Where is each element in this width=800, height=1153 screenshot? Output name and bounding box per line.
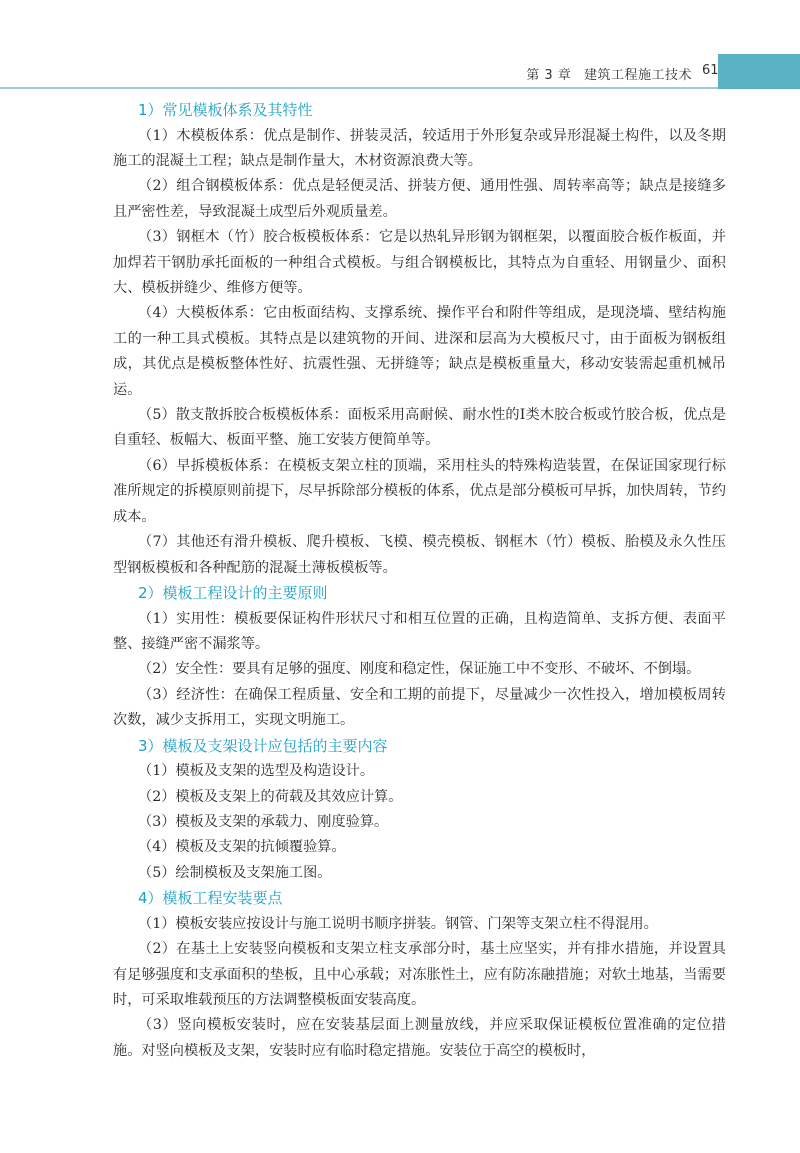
page-body bbox=[113, 98, 726, 1064]
paragraph: （2）组合钢模板体系：优点是轻便灵活、拼装方便、通用性强、周转率高等；缺点是接缝多且严密性差，导致混凝土成型后外观质量差。 bbox=[113, 178, 726, 220]
paragraph: （3）钢框木（竹）胶合板模板体系：它是以热轧异形钢为钢框架，以覆面胶合板作板面，并加焊若干钢肋承托面板的一种组合式模板。与组合钢模板比，其特点为自重轻、用钢量少、面积大、模板拼缝少、维修方便等。 bbox=[113, 229, 726, 297]
header-color-tab bbox=[718, 54, 800, 89]
list-item: （4）模板及支架的抗倾覆验算。 bbox=[138, 839, 346, 856]
paragraph: （3）竖向模板安装时，应在安装基层面上测量放线，并应采取保证模板位置准确的定位措施。对竖向模板及支架，安装时应有临时稳定措施。安装位于高空的模板时， bbox=[113, 1017, 726, 1059]
paragraph: （6）早拆模板体系：在模板支架立柱的顶端，采用柱头的特殊构造装置，在保证国家现行标准所规定的拆模原则前提下，尽早拆除部分模板的体系，优点是部分模板可早拆，加快周转，节约成本。 bbox=[113, 457, 726, 525]
paragraph: （2）在基土上安装竖向模板和支架立柱支承部分时，基土应坚实，并有排水措施，并设置具有足够强度和支承面积的垫板，且中心承载；对冻胀性土，应有防冻融措施；对软土地基，当需要时，可采取堆载预压的方法调整模板面安装高度。 bbox=[113, 941, 726, 1008]
page-header bbox=[0, 0, 800, 90]
section-heading: 3）模板及支架设计应包括的主要内容 bbox=[138, 736, 388, 755]
section-heading: 2）模板工程设计的主要原则 bbox=[138, 583, 328, 602]
paragraph: （5）散支散拆胶合板模板体系：面板采用高耐候、耐水性的Ⅰ类木胶合板或竹胶合板，优点是自重轻、板幅大、板面平整、施工安装方便简单等。 bbox=[113, 407, 726, 449]
list-item: （1）模板及支架的选型及构造设计。 bbox=[138, 763, 375, 780]
paragraph: （3）经济性：在确保工程质量、安全和工期的前提下，尽量减少一次性投入，增加模板周转次数，减少支拆用工，实现文明施工。 bbox=[113, 686, 726, 729]
chapter-label: 第 3 章 bbox=[526, 68, 572, 83]
paragraph: （1）实用性：模板要保证构件形状尺寸和相互位置的正确，且构造简单、支拆方便、表面平整、接缝严密不漏浆等。 bbox=[113, 610, 726, 652]
list-item: （3）模板及支架的承载力、刚度验算。 bbox=[138, 813, 389, 830]
chapter-title: 建筑工程施工技术 bbox=[583, 68, 692, 83]
list-item: （5）绘制模板及支架施工图。 bbox=[138, 864, 332, 881]
paragraph: （1）模板安装应按设计与施工说明书顺序拼装。钢管、门架等支架立柱不得混用。 bbox=[138, 915, 658, 932]
running-head bbox=[526, 64, 706, 83]
header-rule bbox=[0, 87, 718, 89]
page-number: 61 bbox=[702, 63, 719, 78]
paragraph: （2）安全性：要具有足够的强度、刚度和稳定性，保证施工中不变形、不破坏、不倒塌。 bbox=[138, 661, 701, 678]
list-item: （2）模板及支架上的荷载及其效应计算。 bbox=[138, 788, 403, 805]
section-heading: 4）模板工程安装要点 bbox=[138, 889, 283, 908]
paragraph: （7）其他还有滑升模板、爬升模板、飞模、模壳模板、钢框木（竹）模板、胎模及永久性压型钢板模板和各种配筋的混凝土薄板模板等。 bbox=[113, 534, 726, 576]
paragraph: （4）大模板体系：它由板面结构、支撑系统、操作平台和附件等组成，是现浇墙、壁结构施工的一种工具式模板。其特点是以建筑物的开间、进深和层高为大模板尺寸，由于面板为钢板组成，其优点是模板整体性好、抗震性强、无拼缝等；缺点是模板重量大，移动安装需起重机械吊运。 bbox=[113, 305, 726, 398]
paragraph: （1）木模板体系：优点是制作、拼装灵活，较适用于外形复杂或异形混凝土构件，以及冬期施工的混凝土工程；缺点是制作量大，木材资源浪费大等。 bbox=[113, 127, 726, 169]
section-heading: 1）常见模板体系及其特性 bbox=[138, 101, 313, 119]
